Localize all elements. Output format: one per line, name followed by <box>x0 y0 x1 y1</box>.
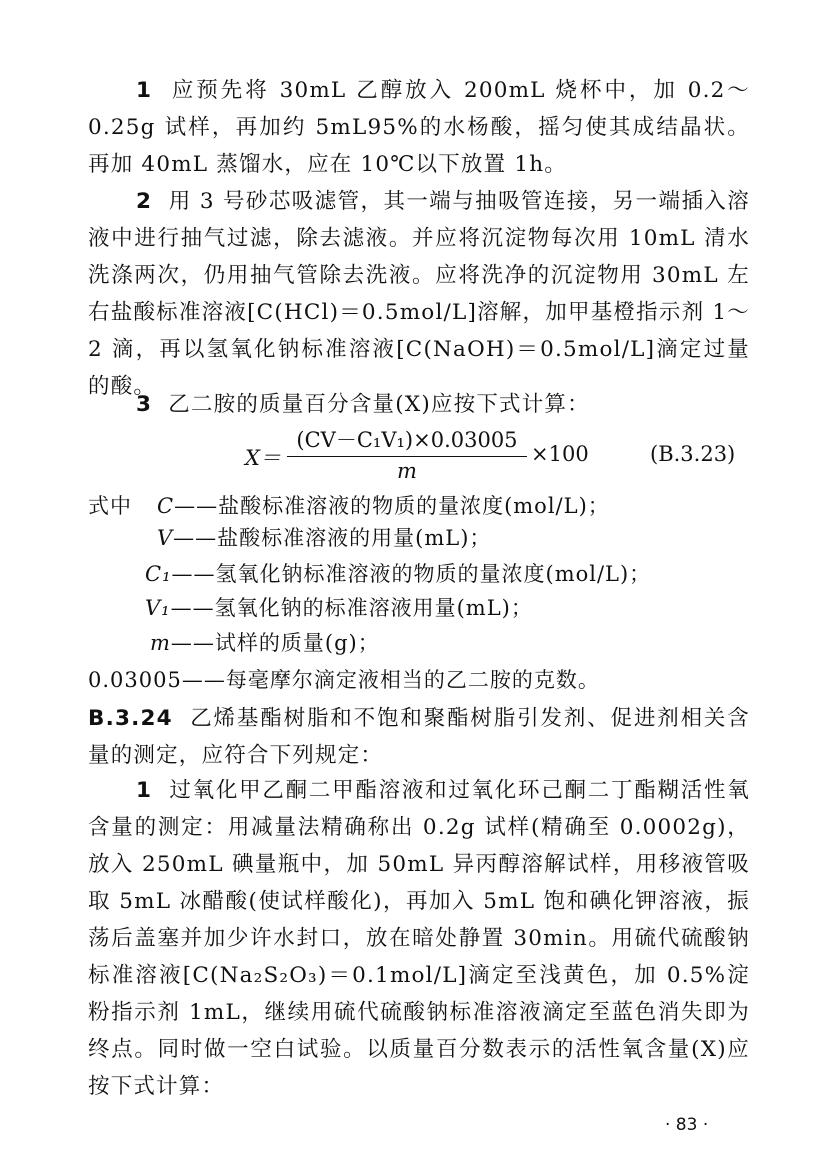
definition-row <box>150 627 380 659</box>
paragraph-3 <box>88 386 750 423</box>
definition-dash: —— <box>174 494 219 518</box>
definition-text: 盐酸标准溶液的物质的量浓度(mol/L)； <box>218 494 610 518</box>
paragraph-text: 用 3 号砂芯吸滤管，其一端与抽吸管连接，另一端插入溶液中进行抽气过滤，除去滤液。并应将沉淀物每次用 10mL 清水洗涤两次，仍用抽气管除去洗液。应将洗净的沉淀物用 30mL 左右盐酸标准溶液[C(HCl)＝0.5mol/L]溶解，加甲基橙指示剂 1～2 滴，再以氢氧化钠标准溶液[C(NaOH)＝0.5mol/L]滴定过量的酸。 <box>88 189 750 399</box>
equation-denominator: m <box>397 459 417 483</box>
definition-row <box>145 558 651 590</box>
definition-dash: —— <box>171 562 216 586</box>
definition-row <box>157 522 491 554</box>
equation-b3-23 <box>245 424 765 488</box>
equation-fraction <box>287 424 527 483</box>
definition-symbol: V <box>157 526 174 550</box>
section-text: 乙烯基酯树脂和不饱和聚酯树脂引发剂、促进剂相关含量的测定，应符合下列规定： <box>88 706 750 768</box>
paragraph-text: 过氧化甲乙酮二甲酯溶液和过氧化环己酮二丁酯糊活性氧含量的测定：用减量法精确称出 0.2g 试样(精确至 0.0002g)，放入 250mL 碘量瓶中，加 50mL 异丙醇溶解试样，用移液管吸取 5mL 冰醋酸(使试样酸化)，再加入 5mL 饱和碘化钾溶液，振荡后盖塞并加少许水封口，放在暗处静置 30min。用硫代硫酸钠标准溶液[C(Na₂S₂O₃)＝0.1mol/L]滴定至浅黄色，加 0.5%淀粉指示剂 1mL，继续用硫代硫酸钠标准溶液滴定至蓝色消失即为终点。同时做一空白试验。以质量百分数表示的活性氧含量(X)应按下式计算： <box>88 778 750 1099</box>
section-b3-24 <box>88 700 750 774</box>
equation-multiplier: ×100 <box>531 442 589 466</box>
section-number: B.3.24 <box>88 706 173 731</box>
definition-dash: —— <box>181 668 226 692</box>
definition-row <box>88 664 600 696</box>
equation-numerator: (CV－C₁V₁)×0.03005 <box>287 424 527 457</box>
definition-symbol: C <box>157 494 175 518</box>
paragraph-2 <box>88 183 750 405</box>
definition-intro <box>88 490 132 522</box>
definition-symbol: m <box>150 631 171 655</box>
paragraph-text: 乙二胺的质量百分含量(X)应按下式计算： <box>168 392 590 417</box>
definition-row <box>145 592 533 624</box>
definition-dash: —— <box>170 631 215 655</box>
definition-text: 氢氧化钠的标准溶液用量(mL)； <box>214 596 533 620</box>
definition-symbol: V₁ <box>145 596 171 620</box>
definition-symbol: 0.03005 <box>88 668 182 692</box>
definition-row <box>157 490 610 522</box>
definition-dash: —— <box>170 596 215 620</box>
equation-number: (B.3.23) <box>650 442 736 466</box>
definition-text: 每毫摩尔滴定液相当的乙二胺的克数。 <box>225 668 600 692</box>
item-number: 1 <box>136 778 153 803</box>
paragraph-text: 应预先将 30mL 乙醇放入 200mL 烧杯中，加 0.2～0.25g 试样，再加约 5mL95%的水杨酸，摇匀使其成结晶状。再加 40mL 蒸馏水，应在 10℃以下放置 1h。 <box>88 78 750 177</box>
definition-text: 盐酸标准溶液的用量(mL)； <box>217 526 492 550</box>
definition-text: 试样的质量(g)； <box>214 631 380 655</box>
definition-text: 氢氧化钠标准溶液的物质的量浓度(mol/L)； <box>215 562 652 586</box>
definition-intro-label: 式中 <box>88 494 132 518</box>
item-number: 3 <box>136 392 153 417</box>
paragraph-4 <box>88 772 750 1105</box>
equation-lhs: X＝ <box>245 446 281 470</box>
paragraph-1 <box>88 72 750 183</box>
item-number: 2 <box>136 189 153 214</box>
page-number: · 83 · <box>665 1115 709 1135</box>
item-number: 1 <box>136 78 153 103</box>
definition-symbol: C₁ <box>145 562 172 586</box>
definition-dash: —— <box>173 526 218 550</box>
